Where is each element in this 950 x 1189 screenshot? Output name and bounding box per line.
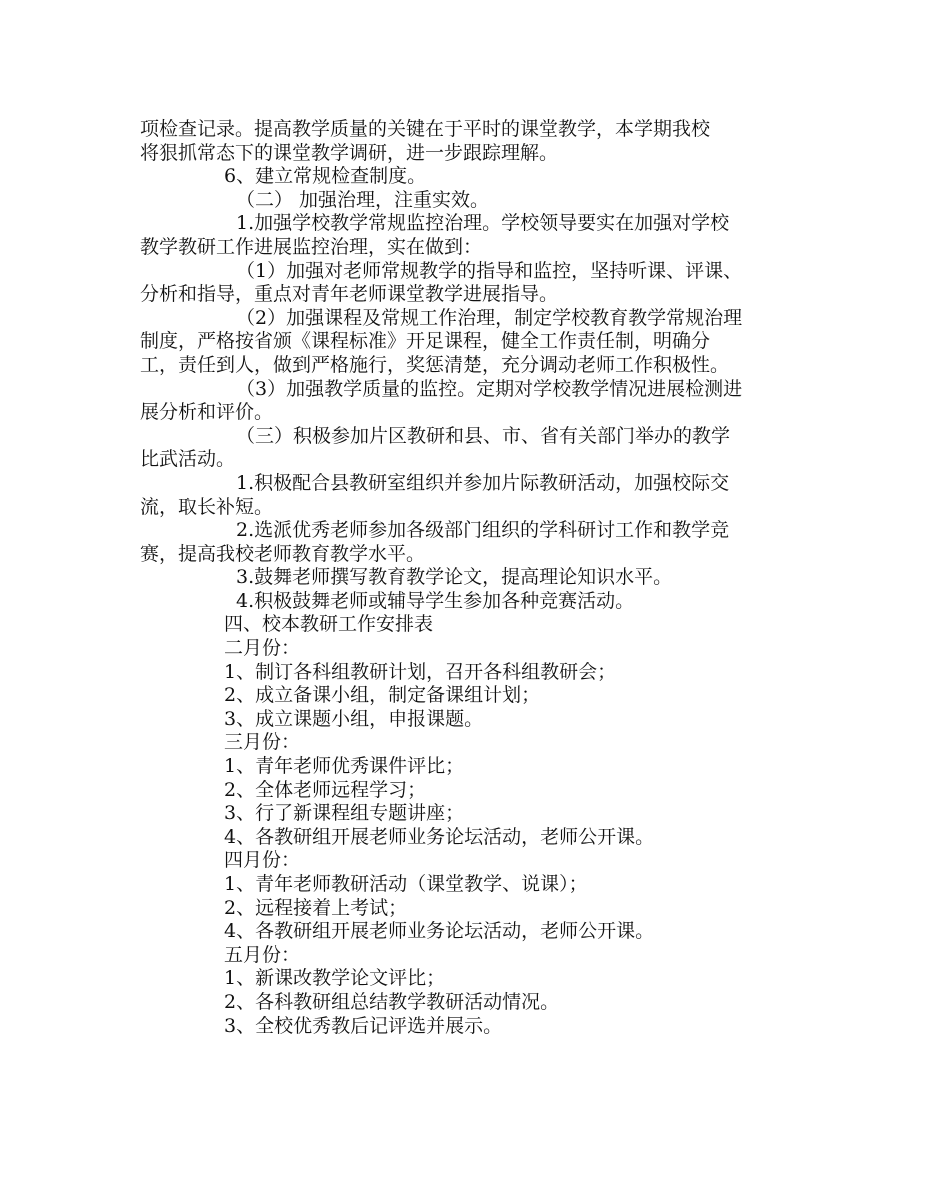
text-line: 将狠抓常态下的课堂教学调研，进一步跟踪理解。 — [140, 141, 559, 164]
text-line: 二月份： — [224, 637, 301, 660]
text-line: （二） 加强治理，注重实效。 — [236, 188, 490, 211]
text-line: 1.积极配合县教研室组织并参加片际教研活动，加强校际交 — [236, 471, 730, 494]
text-line: 工，责任到人，做到严格施行，奖惩清楚，充分调动老师工作积极性。 — [140, 353, 730, 376]
text-line: 四、校本教研工作安排表 — [224, 613, 434, 636]
text-line: （三）积极参加片区教研和县、市、省有关部门举办的教学 — [236, 424, 731, 447]
text-line: 赛，提高我校老师教育教学水平。 — [140, 542, 426, 565]
text-line: 3、成立课题小组，申报课题。 — [224, 707, 484, 730]
text-line: 4、各教研组开展老师业务论坛活动，老师公开课。 — [224, 825, 655, 848]
text-line: 分析和指导，重点对青年老师课堂教学进展指导。 — [140, 283, 559, 306]
text-line: 制度，严格按省颁《课程标准》开足课程，健全工作责任制，明确分 — [140, 330, 711, 353]
text-line: 三月份： — [224, 731, 301, 754]
text-line: （3）加强教学质量的监控。定期对学校教学情况进展检测进 — [236, 377, 743, 400]
text-line: 五月份： — [224, 943, 301, 966]
text-line: 4、各教研组开展老师业务论坛活动，老师公开课。 — [224, 920, 655, 943]
text-line: 1、青年老师教研活动（课堂教学、说课）； — [224, 873, 588, 895]
text-line: （2）加强课程及常规工作治理，制定学校教育教学常规治理 — [236, 306, 743, 329]
text-line: 2.选派优秀老师参加各级部门组织的学科研讨工作和教学竞 — [236, 519, 730, 542]
text-line: 1、制订各科组教研计划，召开各科组教研会； — [224, 660, 617, 683]
document-body — [140, 118, 810, 1038]
text-line: 项检查记录。提高教学质量的关键在于平时的课堂教学，本学期我校 — [140, 118, 711, 140]
text-line: 2、成立备课小组，制定备课组计划； — [224, 684, 541, 707]
text-line: 1、新课改教学论文评比； — [224, 967, 446, 990]
text-line: 3、行了新课程组专题讲座； — [224, 802, 465, 825]
text-line: （1）加强对老师常规教学的指导和监控，坚持听课、评课、 — [236, 259, 743, 282]
text-line: 比武活动。 — [140, 448, 236, 471]
text-line: 3、全校优秀教后记评选并展示。 — [224, 1014, 503, 1037]
text-line: 6、建立常规检查制度。 — [224, 165, 427, 188]
text-line: 2、各科教研组总结教学教研活动情况。 — [224, 990, 560, 1013]
text-line: 4.积极鼓舞老师或辅导学生参加各种竞赛活动。 — [236, 589, 635, 612]
text-line: 1.加强学校教学常规监控治理。学校领导要实在加强对学校 — [236, 212, 730, 235]
text-line: 2、全体老师远程学习； — [224, 778, 427, 801]
text-line: 1、青年老师优秀课件评比； — [224, 755, 465, 778]
text-line: 教学教研工作进展监控治理，实在做到： — [140, 235, 483, 258]
text-line: 2、远程接着上考试； — [224, 896, 408, 919]
text-line: 展分析和评价。 — [140, 401, 274, 424]
text-line: 3.鼓舞老师撰写教育教学论文，提高理论知识水平。 — [236, 566, 673, 589]
text-line: 四月份： — [224, 849, 301, 872]
text-line: 流，取长补短。 — [140, 495, 274, 518]
